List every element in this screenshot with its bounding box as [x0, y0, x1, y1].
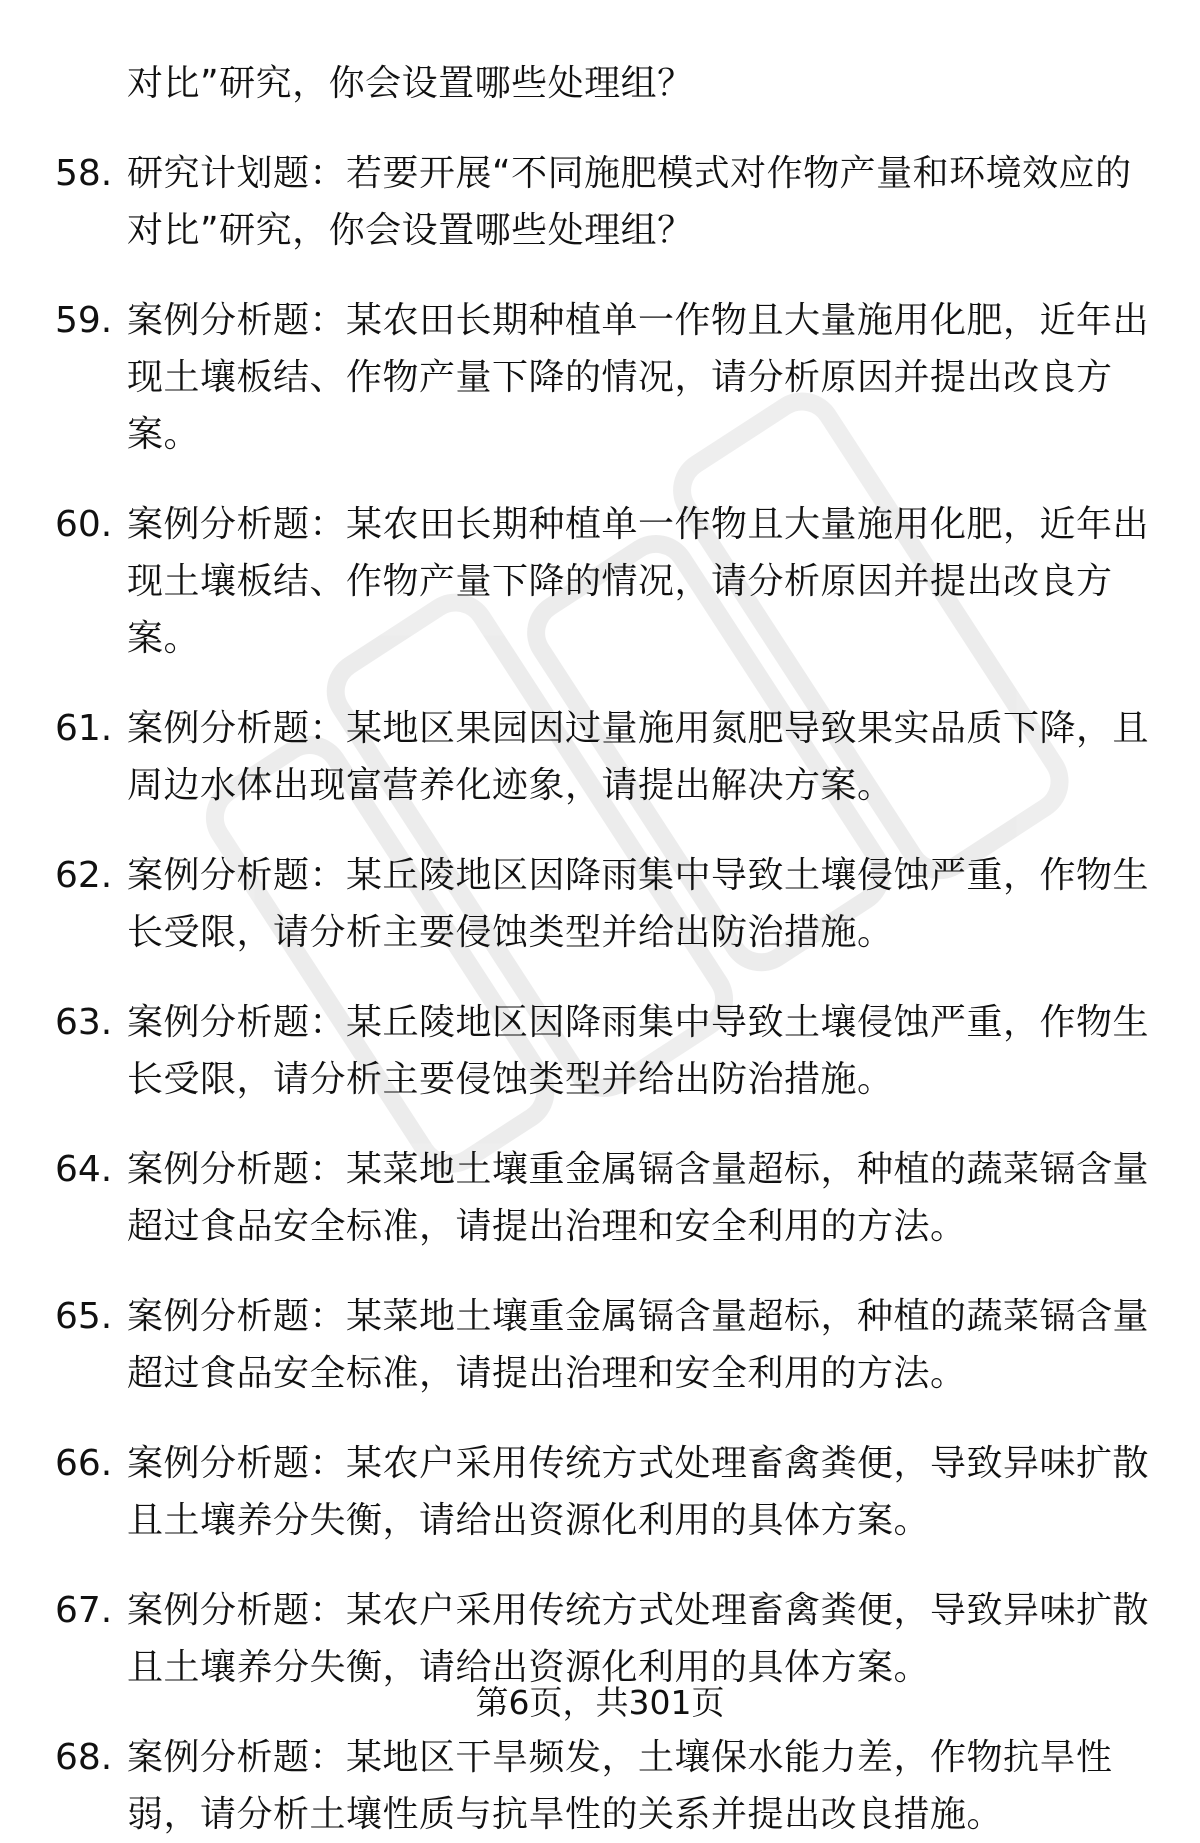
question-number: 62. — [55, 855, 113, 896]
question-line: 案。 — [127, 414, 201, 455]
question-item-58 — [55, 145, 1145, 259]
question-line: 现土壤板结、作物产量下降的情况，请分析原因并提出改良方 — [127, 561, 1113, 602]
question-text — [127, 292, 1149, 463]
question-item-60 — [55, 496, 1150, 667]
question-line: 且土壤养分失衡，请给出资源化利用的具体方案。 — [127, 1500, 931, 1541]
question-text — [127, 1288, 1149, 1402]
question-line: 案例分析题：某菜地土壤重金属镉含量超标，种植的蔬菜镉含量 — [127, 1296, 1150, 1337]
question-number: 63. — [55, 1002, 113, 1043]
question-line: 案例分析题：某丘陵地区因降雨集中导致土壤侵蚀严重，作物生 — [127, 855, 1150, 896]
question-line: 且土壤养分失衡，请给出资源化利用的具体方案。 — [127, 1647, 931, 1688]
question-number: 58. — [55, 153, 113, 194]
question-item-64 — [55, 1141, 1150, 1255]
question-item-65 — [55, 1288, 1150, 1402]
question-number: 65. — [55, 1296, 113, 1337]
question-line: 周边水体出现富营养化迹象，请提出解决方案。 — [127, 765, 894, 806]
question-number: 60. — [55, 504, 113, 545]
question-item-67 — [55, 1582, 1150, 1696]
question-item-62 — [55, 847, 1150, 961]
question-item-63 — [55, 994, 1150, 1108]
question-line: 案例分析题：某菜地土壤重金属镉含量超标，种植的蔬菜镉含量 — [127, 1149, 1150, 1190]
question-line: 研究计划题：若要开展“不同施肥模式对作物产量和环境效应的 — [127, 153, 1132, 194]
question-text — [127, 1582, 1149, 1696]
continued-text: 对比”研究，你会设置哪些处理组？ — [127, 63, 694, 104]
question-item-61 — [55, 700, 1150, 814]
question-line: 案例分析题：某农户采用传统方式处理畜禽粪便，导致异味扩散 — [127, 1443, 1150, 1484]
question-text — [127, 847, 1149, 961]
question-text — [127, 1435, 1149, 1549]
question-line: 案例分析题：某地区干旱频发，土壤保水能力差，作物抗旱性 — [127, 1737, 1113, 1778]
question-list — [55, 55, 1150, 1843]
question-line: 超过食品安全标准，请提出治理和安全利用的方法。 — [127, 1353, 967, 1394]
question-text — [127, 700, 1149, 814]
question-text — [127, 994, 1149, 1108]
question-text — [127, 1141, 1149, 1255]
question-line: 对比”研究，你会设置哪些处理组？ — [127, 210, 694, 251]
question-number: 67. — [55, 1590, 113, 1631]
question-text — [127, 145, 1145, 259]
question-line: 案例分析题：某农田长期种植单一作物且大量施用化肥，近年出 — [127, 300, 1150, 341]
question-number: 59. — [55, 300, 113, 341]
question-line: 弱，请分析土壤性质与抗旱性的关系并提出改良措施。 — [127, 1794, 1004, 1835]
question-line: 长受限，请分析主要侵蚀类型并给出防治措施。 — [127, 912, 894, 953]
question-number: 66. — [55, 1443, 113, 1484]
question-line: 案例分析题：某地区果园因过量施用氮肥导致果实品质下降，且 — [127, 708, 1150, 749]
question-text — [127, 1729, 1145, 1843]
question-item-68 — [55, 1729, 1145, 1843]
question-item-59 — [55, 292, 1150, 463]
question-number: 64. — [55, 1149, 113, 1190]
question-line: 案例分析题：某丘陵地区因降雨集中导致土壤侵蚀严重，作物生 — [127, 1002, 1150, 1043]
question-line: 长受限，请分析主要侵蚀类型并给出防治措施。 — [127, 1059, 894, 1100]
question-item-66 — [55, 1435, 1150, 1549]
question-line: 现土壤板结、作物产量下降的情况，请分析原因并提出改良方 — [127, 357, 1113, 398]
question-line: 案例分析题：某农田长期种植单一作物且大量施用化肥，近年出 — [127, 504, 1150, 545]
question-line: 案。 — [127, 618, 201, 659]
question-number: 68. — [55, 1737, 113, 1778]
page-footer: 第6页，共301页 — [475, 1683, 725, 1722]
question-line: 案例分析题：某农户采用传统方式处理畜禽粪便，导致异味扩散 — [127, 1590, 1150, 1631]
question-line: 超过食品安全标准，请提出治理和安全利用的方法。 — [127, 1206, 967, 1247]
question-text — [127, 496, 1149, 667]
question-number: 61. — [55, 708, 113, 749]
